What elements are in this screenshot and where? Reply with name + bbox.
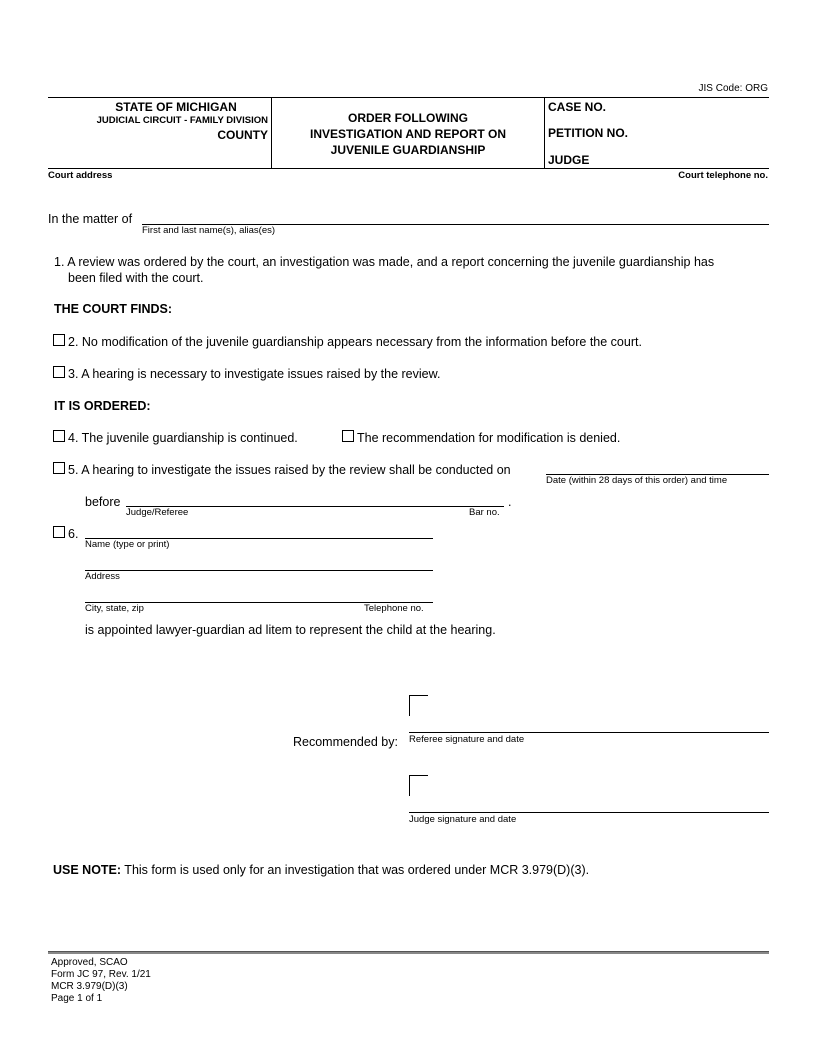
item5-text: 5. A hearing to investigate the issues raised by the review shall be conducted on [68,463,511,477]
court-finds-heading: THE COURT FINDS: [54,302,173,316]
item1-line2: been filed with the court. [68,271,204,285]
matter-name-sublabel: First and last name(s), alias(es) [142,225,276,236]
before-label: before [85,495,121,509]
form-title-line1: ORDER FOLLOWING [348,111,468,125]
judge-label: JUDGE [548,153,590,167]
court-telephone-label: Court telephone no. [678,170,768,181]
petition-no-label: PETITION NO. [548,126,629,140]
lgal-city-sublabel: City, state, zip [85,603,144,614]
recommended-by-label: Recommended by: [293,735,398,749]
item4a-checkbox[interactable] [53,430,65,442]
item3-checkbox[interactable] [53,366,65,378]
lgal-address-sublabel: Address [85,571,120,582]
form-title-line2: INVESTIGATION AND REPORT ON [309,127,506,141]
footer-form-number: Form JC 97, Rev. 1/21 [51,969,151,980]
item2-text: 2. No modification of the juvenile guardianship appears necessary from the information before the court. [68,335,642,349]
header-top-rule [48,97,769,98]
footer-page: Page 1 of 1 [51,993,103,1004]
hearing-date-sublabel: Date (within 28 days of this order) and time [546,475,728,486]
item5-checkbox[interactable] [53,462,65,474]
referee-signature-field[interactable] [409,732,769,733]
lgal-phone-sublabel: Telephone no. [364,603,424,614]
item6-checkbox[interactable] [53,526,65,538]
before-period: . [508,495,512,509]
referee-signature-corner-mark [409,695,428,716]
judge-referee-sublabel: Judge/Referee [126,507,189,518]
county-label: COUNTY [217,128,268,142]
header-divider-right [544,97,545,168]
case-no-label: CASE NO. [548,100,607,114]
form-title-line3: JUVENILE GUARDIANSHIP [330,143,486,157]
jis-code: JIS Code: ORG [698,83,768,94]
matter-label: In the matter of [48,212,133,226]
circuit-label: JUDICIAL CIRCUIT - FAMILY DIVISION [96,115,268,126]
header-bottom-rule [48,168,769,169]
judge-signature-sublabel: Judge signature and date [409,814,517,825]
court-address-label: Court address [48,170,113,181]
item4a-text: 4. The juvenile guardianship is continued. [68,431,298,445]
item4b-checkbox[interactable] [342,430,354,442]
item4b-text: The recommendation for modification is denied. [357,431,621,445]
it-is-ordered-heading: IT IS ORDERED: [54,399,151,413]
lgal-appointed-text: is appointed lawyer-guardian ad litem to represent the child at the hearing. [85,623,496,637]
item3-text: 3. A hearing is necessary to investigate issues raised by the review. [68,367,441,381]
item6-number: 6. [68,527,79,541]
use-note-label: USE NOTE: [53,863,122,877]
referee-signature-sublabel: Referee signature and date [409,734,525,745]
state-name: STATE OF MICHIGAN [115,100,237,114]
footer-rule [48,951,769,954]
footer-approved: Approved, SCAO [51,957,128,968]
bar-no-sublabel: Bar no. [469,507,500,518]
lgal-address-field[interactable] [85,570,433,571]
item2-checkbox[interactable] [53,334,65,346]
footer-mcr: MCR 3.979(D)(3) [51,981,128,992]
use-note [53,863,589,877]
judge-signature-field[interactable] [409,812,769,813]
item1-line1: 1. A review was ordered by the court, an investigation was made, and a report concerning the juvenile guardianship has [54,255,715,269]
lgal-name-sublabel: Name (type or print) [85,539,170,550]
use-note-text: This form is used only for an investigation that was ordered under MCR 3.979(D)(3). [121,863,590,877]
judge-signature-corner-mark [409,775,428,796]
